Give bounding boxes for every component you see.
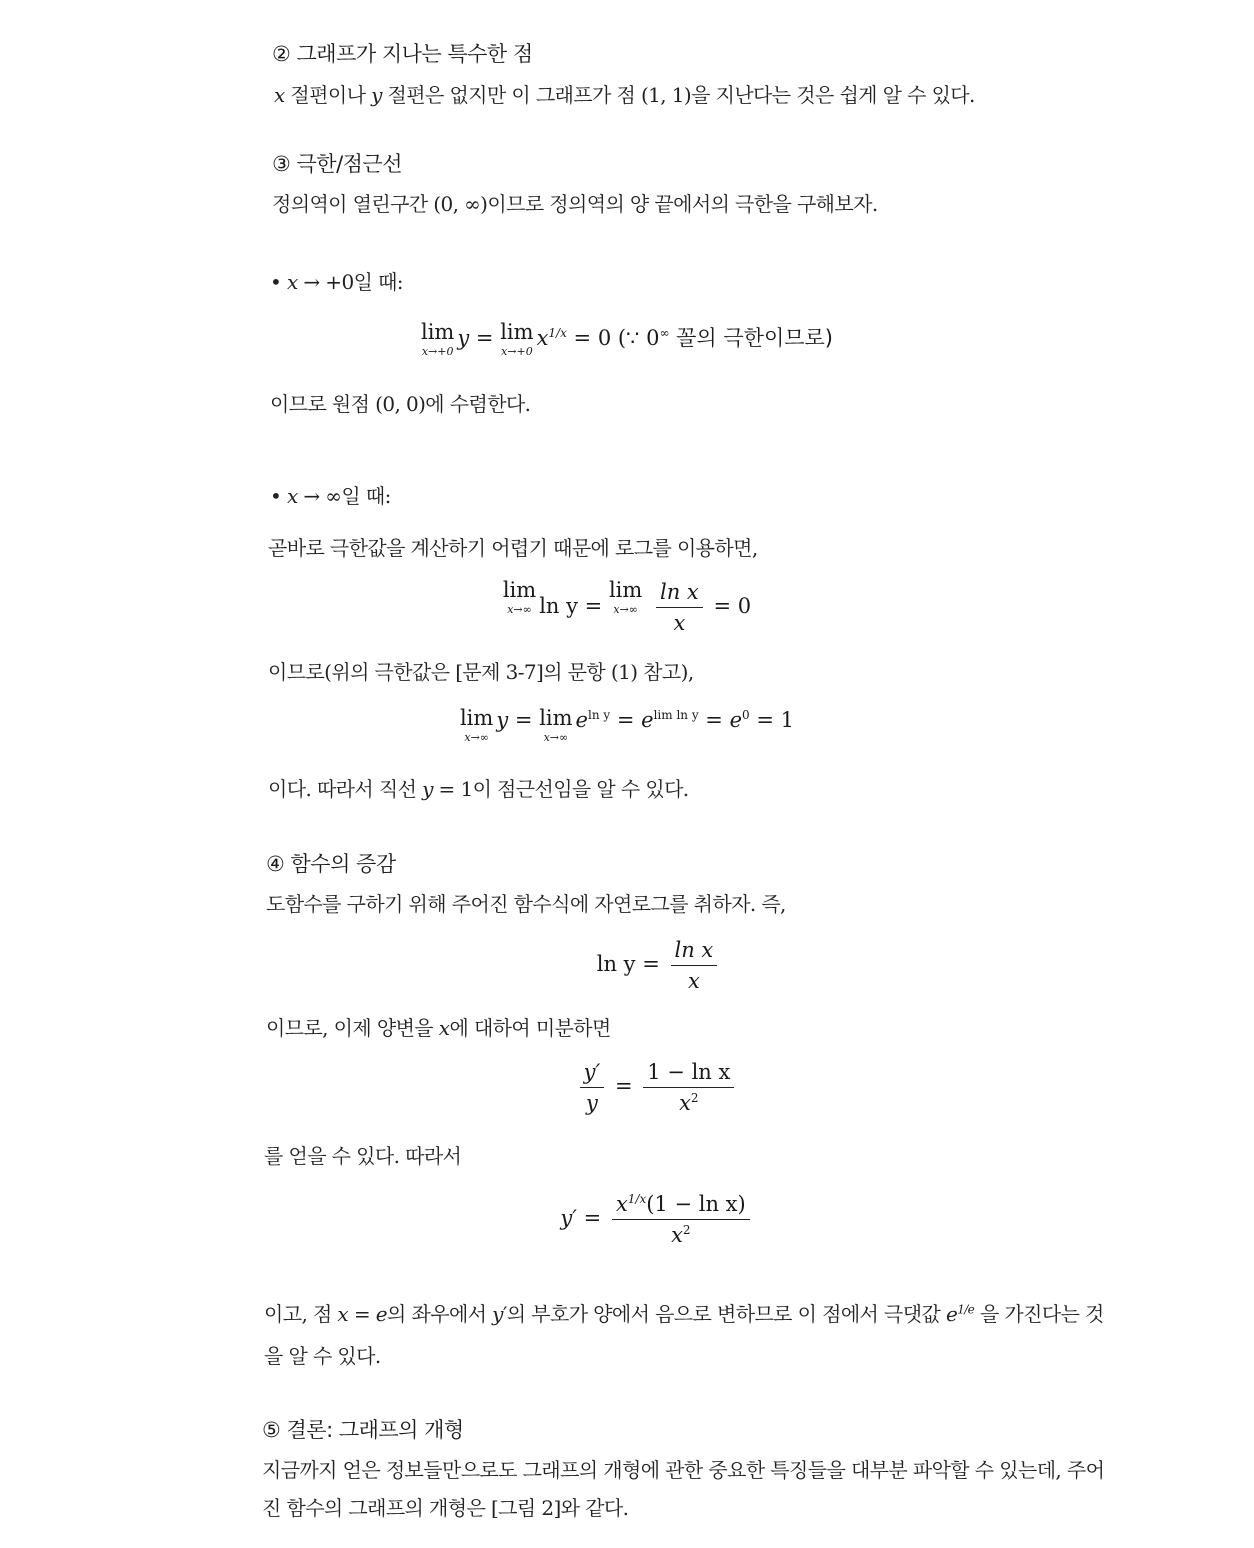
differentiate-text: 이므로, 이제 양변을 𝑥에 대하여 미분하면 [266, 1016, 611, 1040]
equation-derivative: y′ = $\frac{x^{1/x}(1 - \ln x)}{x^2}$ [0, 1192, 1254, 1247]
therefore-text: 를 얻을 수 있다. 따라서 [264, 1144, 462, 1168]
asymptote-conclusion-text: 이다. 따라서 직선 𝑦 = 1이 점근선임을 알 수 있다. [268, 777, 689, 801]
case-x-to-infinity: • 𝑥 → ∞일 때: [270, 484, 391, 508]
equation-limit-y-infinity: lim x→∞ y = lim x→∞ $e^{ln y} = e^{lim ln y} = e^0 = 1$ [459, 706, 795, 744]
reference-problem-text: 이므로(위의 극한값은 [문제 3-7]의 문항 (1) 참고), [268, 660, 694, 684]
local-max-text: 이고, 점 𝑥 = 𝑒의 좌우에서 𝑦′의 부호가 양에서 음으로 변하므로 이 점에서 극댓값 𝑒$^{1/e}$ 을 가진다는 것 [264, 1302, 1104, 1326]
equation-log-derivative: $\frac{y'}{y}$ = $\frac{\text{1 − ln x}}{x^2}$ [0, 1060, 1254, 1115]
limits-intro-text: 정의역이 열린구간 (0, ∞)이므로 정의역의 양 끝에서의 극한을 구해보자. [272, 192, 878, 216]
section-heading-special-points: ② 그래프가 지나는 특수한 점 [272, 42, 533, 66]
section-heading-limits-asymptotes: ③ 극한/점근선 [272, 152, 403, 176]
special-points-text: 𝑥 절편이나 𝑦 절편은 없지만 이 그래프가 점 (1, 1)을 지난다는 것은 쉽게 알 수 있다. [274, 83, 975, 107]
converge-origin-text: 이므로 원점 (0, 0)에 수렴한다. [270, 392, 531, 416]
case-x-to-plus-zero: • 𝑥 → +0일 때: [270, 270, 403, 294]
section-heading-graph-shape: ⑤ 결론: 그래프의 개형 [262, 1418, 464, 1442]
equation-limit-at-zero: lim x→+0 y = lim x→+0 $x^{1/x} = 0$ (∵ 0∞ 꼴의 극한이므로) [420, 320, 833, 358]
equation-limit-ln-y: lim x→∞ ln y = lim x→∞ $\frac{\text{ln x}}{x}$ = 0 [502, 578, 752, 635]
graph-shape-text-line2: 진 함수의 그래프의 개형은 [그림 2]와 같다. [262, 1496, 629, 1520]
graph-shape-text-line1: 지금까지 얻은 정보들만으로도 그래프의 개형에 관한 중요한 특징들을 대부분 파악할 수 있는데, 주어 [262, 1458, 1105, 1482]
section-heading-monotonicity: ④ 함수의 증감 [266, 852, 396, 876]
local-max-text-cont: 을 알 수 있다. [264, 1344, 381, 1368]
log-method-text: 곧바로 극한값을 계산하기 어렵기 때문에 로그를 이용하면, [268, 536, 758, 560]
derivative-intro-text: 도함수를 구하기 위해 주어진 함수식에 자연로그를 취하자. 즉, [266, 892, 786, 916]
equation-ln-y: ln y = $\frac{\text{ln x}}{x}$ [0, 938, 1254, 993]
